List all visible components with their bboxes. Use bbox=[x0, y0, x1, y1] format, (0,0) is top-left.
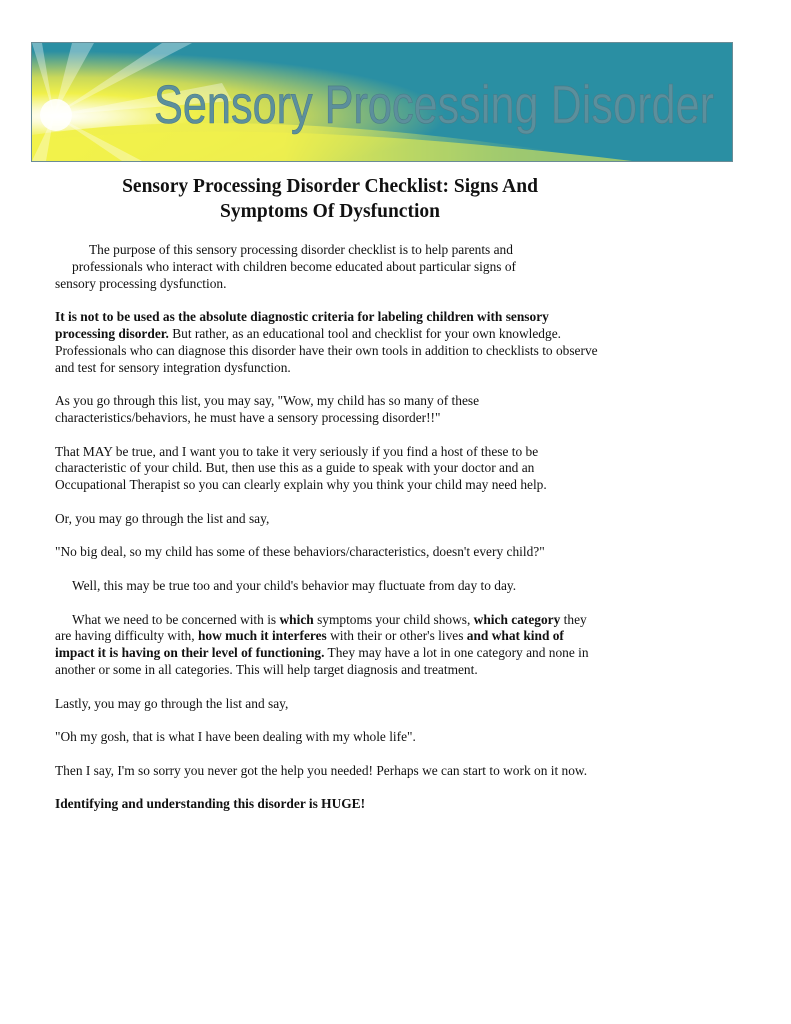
disclaimer-paragraph bbox=[55, 309, 600, 376]
may-be-true-paragraph: That MAY be true, and I want you to take it very seriously if you find a host of these to be characteristic of your child. But, then use this as a guide to speak with your doctor and an Occupational Therapist so you can clearly explain why you think your child may need help. bbox=[55, 443, 547, 493]
intro-line-1: The purpose of this sensory processing disorder checklist is to help parents and bbox=[89, 242, 513, 257]
page-title bbox=[40, 174, 620, 224]
lastly-paragraph: Lastly, you may go through the list and say, bbox=[55, 695, 289, 711]
huge-paragraph bbox=[55, 796, 600, 813]
concern-text-3: they are having difficulty with, bbox=[55, 611, 587, 644]
concern-bold-2: which category bbox=[473, 611, 561, 627]
concern-bold-4: and what kind of impact it is having on their level of functioning. bbox=[55, 628, 564, 661]
well-paragraph: Well, this may be true too and your child's behavior may fluctuate from day to day. bbox=[72, 577, 517, 593]
concern-text-1: What we need to be concerned with is bbox=[72, 611, 280, 627]
wow-paragraph: As you go through this list, you may say, "Wow, my child has so many of these characteristics/behaviors, he must have a sensory processing disorder!!" bbox=[55, 393, 480, 425]
concern-text-2: symptoms your child shows, bbox=[313, 611, 474, 627]
intro-paragraph bbox=[55, 242, 600, 292]
no-big-deal-paragraph: "No big deal, so my child has some of these behaviors/characteristics, doesn't every child?" bbox=[55, 544, 545, 560]
concern-text-5: They may have a lot in one category and none in another or some in all categories. This will help target diagnosis and treatment. bbox=[55, 645, 589, 677]
concern-bold-3: how much it interferes bbox=[197, 628, 327, 644]
huge-bold: Identifying and understanding this disorder is HUGE! bbox=[55, 796, 366, 812]
disclaimer-text: But rather, as an educational tool and checklist for your own knowledge. Professionals who can diagnose this disorder have their own tools in addition to checklists to observe and test for sensory integration dysfunction. bbox=[55, 325, 598, 375]
concern-paragraph bbox=[55, 612, 600, 679]
intro-line-3: sensory processing dysfunction. bbox=[55, 275, 227, 291]
page-title-line-2: Symptoms Of Dysfunction bbox=[220, 201, 440, 222]
banner-graphic bbox=[32, 43, 732, 161]
article-body bbox=[55, 242, 600, 830]
sorry-paragraph: Then I say, I'm so sorry you never got the help you needed! Perhaps we can start to work on it now. bbox=[55, 762, 588, 778]
concern-text-4: with their or other's lives bbox=[326, 628, 467, 644]
banner-title: Sensory Processing Disorder bbox=[154, 75, 715, 135]
or-paragraph: Or, you may go through the list and say, bbox=[55, 510, 270, 526]
header-banner bbox=[31, 42, 733, 162]
intro-line-2: professionals who interact with children become educated about particular signs of bbox=[72, 258, 516, 274]
page-title-line-1: Sensory Processing Disorder Checklist: Signs And bbox=[122, 176, 538, 197]
disclaimer-bold: It is not to be used as the absolute diagnostic criteria for labeling children with sensory processing disorder. bbox=[55, 309, 549, 341]
concern-bold-1: which bbox=[279, 611, 314, 627]
oh-my-gosh-paragraph: "Oh my gosh, that is what I have been dealing with my whole life". bbox=[55, 729, 416, 745]
